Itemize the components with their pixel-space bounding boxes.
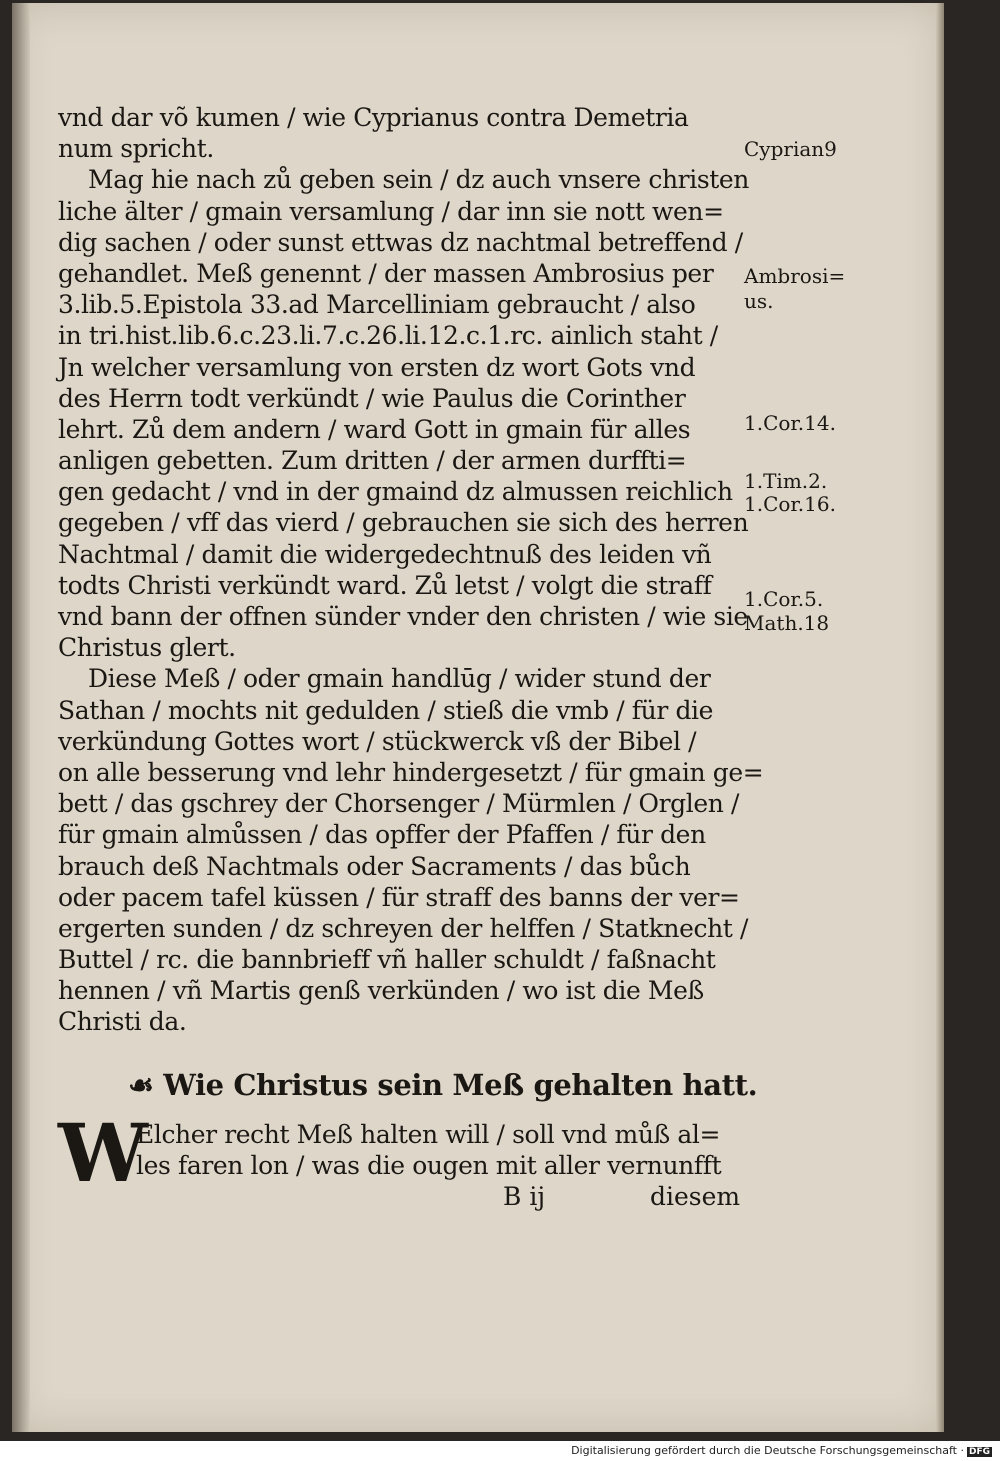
text-line: gen gedacht / vnd in der gmaind dz almussen reichlich — [58, 477, 733, 507]
text-line: oder pacem tafel küssen / für straff des banns der ver= — [58, 882, 740, 912]
text-line: Sathan / mochts nit gedulden / stieß die vmb / für die — [58, 695, 714, 725]
final-paragraph — [58, 1119, 740, 1181]
text-line: lehrt. Zů dem andern / ward Gott in gmain für alles — [58, 414, 691, 444]
text-line: gegeben / vff das vierd / gebrauchen sie sich des herren — [58, 508, 749, 538]
text-line: Buttel / rc. die bannbrieff vñ haller schuldt / faßnacht — [58, 945, 716, 975]
text-line: des Herrn todt verkündt / wie Paulus die Corinther — [58, 383, 686, 413]
decorated-initial: W — [58, 1106, 148, 1200]
text-line: Christi da. — [58, 1007, 187, 1037]
margin-note: 1.Tim.2. — [744, 469, 828, 493]
text-line: brauch deß Nachtmals oder Sacraments / das bůch — [58, 851, 691, 881]
text-line: Nachtmal / damit die widergedechtnuß des leiden vñ — [58, 539, 712, 569]
text-line: vnd dar võ kumen / wie Cyprianus contra Demetria — [58, 103, 689, 132]
margin-note: us. — [744, 289, 774, 313]
text-line: verkündung Gottes wort / stückwerck vß der Bibel / — [58, 726, 697, 756]
text-line: todts Christi verkündt ward. Zů letst / volgt die straff — [58, 570, 712, 600]
margin-note: Cyprian9 — [744, 137, 837, 161]
page-gutter — [12, 3, 30, 1432]
funding-footer — [571, 1444, 992, 1457]
text-line: gehandlet. Meß genennt / der massen Ambrosius per — [58, 258, 714, 288]
text-line: Elcher recht Meß halten will / soll vnd můß al= — [136, 1120, 721, 1149]
margin-note: 1.Cor.5. — [744, 587, 824, 611]
footer-text: Digitalisierung gefördert durch die Deutsche Forschungsgemeinschaft · — [571, 1444, 964, 1457]
margin-note: Math.18 — [744, 611, 830, 635]
text-line: les faren lon / was die ougen mit aller vernunfft — [136, 1151, 722, 1181]
text-line: bett / das gschrey der Chorsenger / Mürmlen / Orglen / — [58, 789, 740, 819]
margin-note: Ambrosi= — [744, 264, 846, 288]
text-line: on alle besserung vnd lehr hindergesetzt / für gmain ge= — [58, 757, 764, 787]
text-line: Mag hie nach zů geben sein / dz auch vnsere christen — [88, 165, 749, 195]
text-line: Diese Meß / oder gmain handlūg / wider stund der — [88, 664, 711, 694]
text-line: vnd bann der offnen sünder vnder den christen / wie sie — [58, 602, 748, 631]
text-line: Christus glert. — [58, 633, 236, 663]
signature-mark: B ij — [503, 1182, 546, 1211]
text-line: anligen gebetten. Zum dritten / der armen durffti= — [58, 446, 687, 476]
text-line: Jn welcher versamlung von ersten dz wort Gots vnd — [58, 352, 696, 382]
text-line: ergerten sunden / dz schreyen der helffen / Statknecht / — [58, 913, 748, 943]
dfg-logo: DFG — [968, 1447, 990, 1457]
section-heading: ☙ Wie Christus sein Meß gehalten hatt. — [128, 1068, 758, 1102]
text-line: 3.lib.5.Epistola 33.ad Marcelliniam gebraucht / also — [58, 290, 696, 320]
text-line: dig sachen / oder sunst ettwas dz nachtmal betreffend / — [58, 227, 743, 257]
text-line: für gmain almůssen / das opffer der Pfaffen / für den — [58, 820, 706, 850]
page-edge — [936, 3, 944, 1432]
text-line: in tri.hist.lib.6.c.23.li.7.c.26.li.12.c.1.rc. ainlich staht / — [58, 321, 718, 351]
text-line: hennen / vñ Martis genß verkünden / wo ist die Meß — [58, 976, 704, 1006]
catchword: diesem — [650, 1182, 741, 1211]
margin-note: 1.Cor.14. — [744, 411, 836, 435]
text-line: num spricht. — [58, 134, 214, 164]
main-text-block — [58, 102, 764, 1038]
margin-note: 1.Cor.16. — [744, 492, 836, 516]
text-line: liche älter / gmain versamlung / dar inn sie nott wen= — [58, 196, 724, 226]
